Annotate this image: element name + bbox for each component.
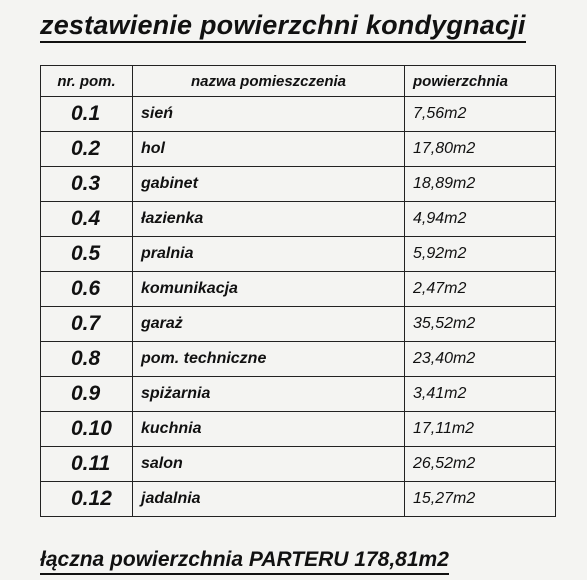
room-name-cell: jadalnia	[133, 482, 405, 517]
room-area-cell: 15,27m2	[405, 482, 556, 517]
header-room-number: nr. pom.	[41, 66, 133, 97]
table-header-row	[41, 66, 556, 97]
room-area-cell: 2,47m2	[405, 272, 556, 307]
room-name-cell: komunikacja	[133, 272, 405, 307]
table-row	[41, 97, 556, 132]
table-row	[41, 272, 556, 307]
table-row	[41, 412, 556, 447]
header-room-name: nazwa pomieszczenia	[133, 66, 405, 97]
room-number-cell: 0.4	[41, 202, 133, 237]
room-name-cell: gabinet	[133, 167, 405, 202]
room-area-cell: 7,56m2	[405, 97, 556, 132]
room-name-cell: spiżarnia	[133, 377, 405, 412]
table-row	[41, 237, 556, 272]
room-number-cell: 0.9	[41, 377, 133, 412]
room-name-cell: hol	[133, 132, 405, 167]
room-area-cell: 35,52m2	[405, 307, 556, 342]
room-number-cell: 0.11	[41, 447, 133, 482]
room-number-cell: 0.10	[41, 412, 133, 447]
table-row	[41, 307, 556, 342]
table-row	[41, 132, 556, 167]
table-row	[41, 202, 556, 237]
room-name-cell: garaż	[133, 307, 405, 342]
room-name-cell: pralnia	[133, 237, 405, 272]
room-number-cell: 0.2	[41, 132, 133, 167]
room-name-cell: salon	[133, 447, 405, 482]
room-name-cell: łazienka	[133, 202, 405, 237]
room-area-cell: 3,41m2	[405, 377, 556, 412]
room-area-cell: 17,11m2	[405, 412, 556, 447]
room-number-cell: 0.7	[41, 307, 133, 342]
room-area-cell: 17,80m2	[405, 132, 556, 167]
room-number-cell: 0.6	[41, 272, 133, 307]
room-number-cell: 0.8	[41, 342, 133, 377]
room-name-cell: pom. techniczne	[133, 342, 405, 377]
room-area-cell: 4,94m2	[405, 202, 556, 237]
room-number-cell: 0.5	[41, 237, 133, 272]
room-name-cell: kuchnia	[133, 412, 405, 447]
table-row	[41, 167, 556, 202]
room-area-cell: 23,40m2	[405, 342, 556, 377]
room-area-cell: 26,52m2	[405, 447, 556, 482]
table-row	[41, 377, 556, 412]
room-number-cell: 0.3	[41, 167, 133, 202]
total-area-summary: łączna powierzchnia PARTERU 178,81m2	[40, 547, 449, 575]
table-row	[41, 482, 556, 517]
room-area-cell: 5,92m2	[405, 237, 556, 272]
room-name-cell: sień	[133, 97, 405, 132]
header-area: powierzchnia	[405, 66, 556, 97]
table-row	[41, 342, 556, 377]
table-row	[41, 447, 556, 482]
room-number-cell: 0.12	[41, 482, 133, 517]
document-title: zestawienie powierzchni kondygnacji	[40, 10, 526, 43]
room-number-cell: 0.1	[41, 97, 133, 132]
area-table	[40, 65, 556, 517]
room-area-cell: 18,89m2	[405, 167, 556, 202]
